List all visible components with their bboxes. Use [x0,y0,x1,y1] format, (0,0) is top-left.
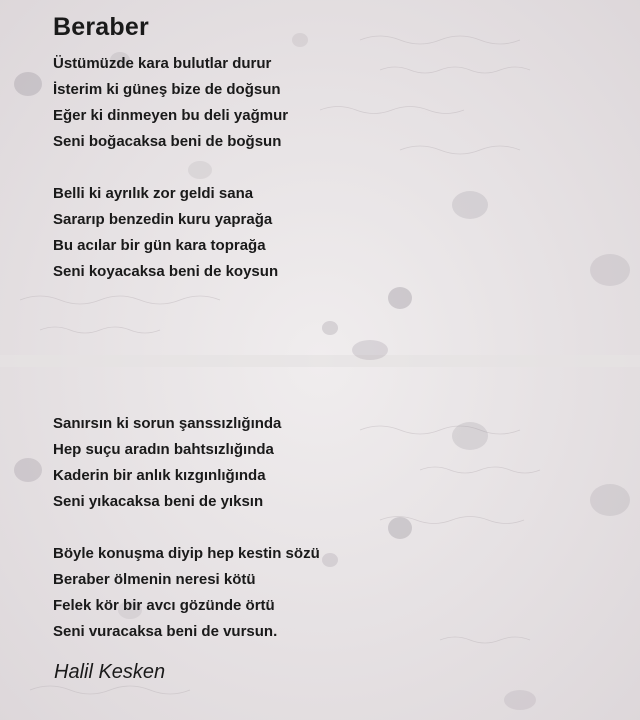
poem-line: Sararıp benzedin kuru yaprağa [53,211,273,228]
stanza-3 [53,411,281,515]
stanza-4 [53,541,320,645]
poem-line: İsterim ki güneş bize de doğsun [53,81,281,98]
poem-author: Halil Kesken [54,661,166,683]
stanza-1 [53,51,288,155]
stanza-2 [53,181,278,285]
poem-line: Kaderin bir anlık kızgınlığında [53,467,266,484]
poem-line: Felek kör bir avcı gözünde örtü [53,597,275,614]
poem-line: Hep suçu aradın bahtsızlığında [53,441,274,458]
poem-line: Üstümüzde kara bulutlar durur [53,55,272,72]
poem-line: Bu acılar bir gün kara toprağa [53,237,266,254]
poem-line: Belli ki ayrılık zor geldi sana [53,185,254,202]
poem-line: Seni koyacaksa beni de koysun [53,263,279,280]
poem-line: Seni boğacaksa beni de boğsun [53,133,282,150]
poem-line: Seni yıkacaksa beni de yıksın [53,493,264,510]
poem-line: Eğer ki dinmeyen bu deli yağmur [53,107,289,124]
poem-line: Sanırsın ki sorun şanssızlığında [53,415,282,432]
poem-title: Beraber [53,13,149,41]
poem-line: Seni vuracaksa beni de vursun. [53,623,278,640]
poem-line: Böyle konuşma diyip hep kestin sözü [53,545,320,562]
poem-line: Beraber ölmenin neresi kötü [53,571,256,588]
